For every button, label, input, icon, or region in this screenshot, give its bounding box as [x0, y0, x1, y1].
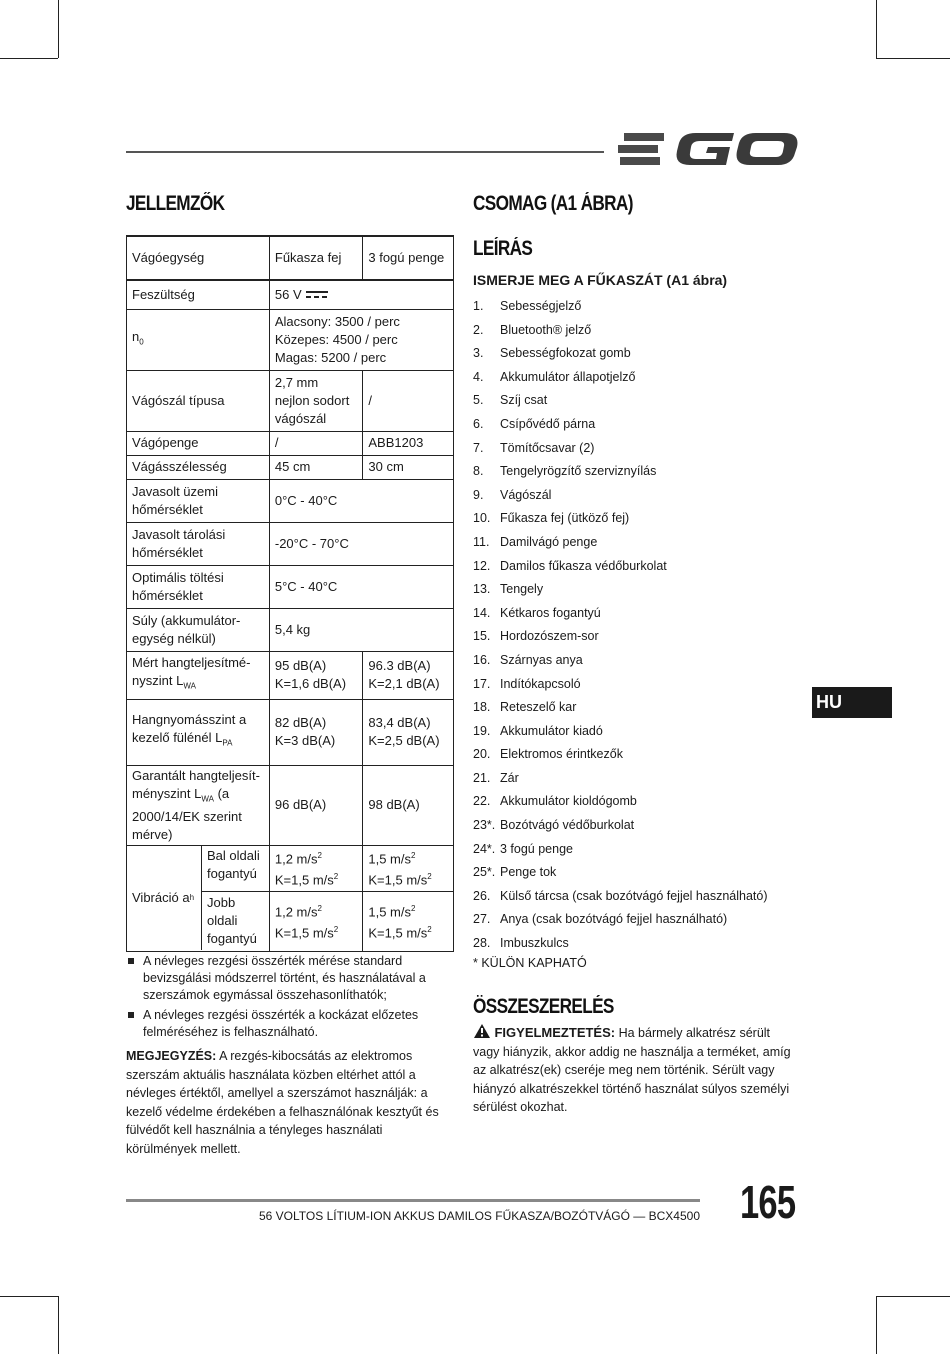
list-item — [473, 438, 813, 462]
table-value-cell — [269, 846, 363, 892]
part-number: 11. — [473, 534, 490, 549]
value-line: 83,4 dB(A) — [368, 715, 431, 730]
table-header-cell: Vágóegység — [127, 236, 270, 280]
part-number: 24*. — [473, 841, 496, 856]
part-label: Fűkasza fej (ütköző fej) — [500, 511, 630, 526]
part-number: 4. — [473, 369, 484, 384]
part-number: 17. — [473, 676, 491, 691]
part-label: Akkumulátor kioldógomb — [500, 794, 637, 809]
crop-mark — [876, 58, 950, 59]
part-label: Zár — [500, 770, 519, 785]
header-rule — [126, 151, 604, 153]
part-number: 7. — [473, 440, 484, 455]
crop-mark — [0, 1296, 58, 1297]
part-number: 2. — [473, 322, 484, 337]
label-text: (a — [213, 785, 230, 801]
label-line: hőmérséklet — [132, 501, 203, 517]
list-item — [473, 650, 813, 674]
subscript: WA — [201, 794, 214, 804]
table-value-cell: -20°C - 70°C — [269, 522, 453, 565]
part-label: Tömítőcsavar (2) — [500, 440, 595, 455]
value-line: K=3 dB(A) — [274, 733, 336, 748]
list-item — [473, 839, 813, 863]
part-label: Elektromos érintkezők — [500, 747, 623, 762]
table-label-cell: Vágószál típusa — [127, 370, 270, 431]
table-value-cell: ABB1203 — [363, 431, 454, 455]
value-line — [368, 921, 448, 942]
sold-separately-note: * KÜLÖN KAPHATÓ — [473, 956, 587, 970]
table-value-cell — [363, 651, 454, 699]
part-label: Szíj csat — [500, 393, 548, 408]
label-line: 2000/14/EK szerint — [132, 809, 242, 825]
part-number: 13. — [473, 582, 491, 597]
part-number: 5. — [473, 393, 484, 408]
table-value-cell — [269, 370, 363, 431]
part-number: 18. — [473, 700, 491, 715]
table-value-cell: / — [269, 431, 363, 455]
part-number: 19. — [473, 723, 491, 738]
value-text: 1,5 m/s — [368, 904, 411, 920]
spec-table — [126, 235, 454, 952]
list-item — [473, 697, 813, 721]
section-heading-package: CSOMAG (A1 ÁBRA) — [473, 192, 633, 215]
table-label-cell — [127, 651, 270, 699]
speed-low: Alacsony: 3500 / perc — [274, 313, 400, 329]
table-label-cell — [127, 309, 270, 370]
part-number: 10. — [473, 511, 491, 526]
value-line — [275, 921, 358, 942]
part-label: Penge tok — [500, 865, 557, 880]
list-item — [473, 886, 813, 910]
part-label: Reteszelő kar — [500, 700, 577, 715]
line-type-l2: nejlon sodort — [274, 392, 350, 408]
bullet-text: A névleges rezgési összérték a kockázat előzetes felméréséhez is felhasználható. — [143, 1008, 419, 1039]
table-label-cell: Vágópenge — [127, 431, 270, 455]
superscript: 2 — [317, 903, 322, 913]
part-label: Külső tárcsa (csak bozótvágó fejjel használható) — [500, 888, 768, 903]
label-text: kezelő fülénél L — [132, 730, 223, 746]
part-label: Kétkaros fogantyú — [500, 605, 601, 620]
part-label: Akkumulátor kiadó — [500, 723, 603, 738]
warning-icon — [473, 1023, 491, 1039]
part-label: Vágószál — [500, 487, 552, 502]
list-item — [473, 508, 813, 532]
part-number: 27. — [473, 912, 491, 927]
label-line — [132, 729, 264, 753]
list-item — [473, 296, 813, 320]
value-line: K=2,1 dB(A) — [368, 676, 440, 691]
list-item — [473, 532, 813, 556]
language-tab: HU — [812, 687, 892, 718]
label-line: egység nélkül) — [132, 630, 216, 646]
part-label: Sebességjelző — [500, 299, 582, 313]
table-value-cell — [363, 846, 454, 892]
superscript: 2 — [427, 925, 432, 935]
list-item — [473, 343, 813, 367]
n0-label: n — [132, 328, 140, 344]
label-text: ményszint L — [132, 785, 202, 801]
table-label-cell — [127, 565, 270, 608]
list-item — [126, 953, 456, 1004]
list-item — [473, 320, 813, 344]
vibration-notes — [126, 953, 456, 1044]
table-label-cell: Vágásszélesség — [127, 455, 270, 479]
superscript: 2 — [427, 872, 432, 882]
list-item — [473, 768, 813, 792]
section-heading-assembly: ÖSSZESZERELÉS — [473, 995, 614, 1018]
left-handle-label — [202, 846, 269, 892]
bullet-icon — [128, 1012, 134, 1018]
value-text: K=1,5 m/s — [274, 925, 334, 941]
vibration-label — [127, 846, 202, 950]
label-line: Jobb — [207, 895, 236, 911]
note-paragraph — [126, 1047, 456, 1158]
value-text: K=1,5 m/s — [368, 872, 428, 888]
warning-label: FIGYELMEZTETÉS: — [494, 1025, 616, 1040]
list-item — [473, 862, 813, 886]
note-label: MEGJEGYZÉS: — [126, 1049, 217, 1063]
part-label: 3 fogú penge — [500, 841, 573, 856]
table-value-cell: 5°C - 40°C — [269, 565, 453, 608]
value-line: K=1,6 dB(A) — [274, 676, 347, 691]
part-label: Tengely — [500, 582, 544, 597]
part-number: 23*. — [473, 818, 496, 833]
part-number: 15. — [473, 629, 491, 644]
crop-mark — [58, 0, 59, 58]
table-value-cell — [363, 699, 454, 765]
crop-mark — [876, 1296, 877, 1354]
crop-mark — [0, 58, 58, 59]
label-line: fogantyú — [207, 866, 257, 882]
part-number: 22. — [473, 794, 491, 809]
list-item — [473, 933, 813, 957]
list-item — [473, 626, 813, 650]
list-item — [473, 461, 813, 485]
subscript: h — [189, 893, 195, 903]
table-label-cell — [127, 608, 270, 651]
superscript: 2 — [411, 851, 416, 861]
value-line — [368, 868, 448, 889]
line-type-l3: vágószál — [274, 410, 327, 426]
table-value-cell: 96 dB(A) — [269, 765, 363, 846]
list-item — [473, 556, 813, 580]
table-value-cell: / — [363, 370, 454, 431]
table-value-cell: 5,4 kg — [269, 608, 453, 651]
list-item — [473, 367, 813, 391]
value-line: 82 dB(A) — [274, 715, 327, 730]
label-line: hőmérséklet — [132, 587, 203, 603]
table-label-cell — [127, 479, 270, 522]
value-text: 1,2 m/s — [274, 904, 318, 920]
part-label: Csípővédő párna — [500, 416, 596, 431]
part-number: 28. — [473, 936, 491, 951]
part-label: Szárnyas anya — [500, 652, 583, 667]
label-line: mérve) — [132, 827, 173, 843]
table-value-cell — [269, 699, 363, 765]
handle-labels — [202, 846, 269, 950]
n0-subscript: 0 — [139, 337, 144, 347]
table-value-cell: 0°C - 40°C — [269, 479, 453, 522]
value-text: K=1,5 m/s — [368, 925, 428, 941]
part-number: 1. — [473, 299, 484, 313]
label-line — [132, 672, 264, 696]
label-line: oldali — [207, 913, 238, 929]
list-item — [473, 791, 813, 815]
dc-symbol-icon — [305, 290, 329, 300]
part-number: 6. — [473, 416, 484, 431]
list-item — [473, 485, 813, 509]
value-text: 1,5 m/s — [368, 851, 411, 867]
label-line: Súly (akkumulátor- — [132, 612, 241, 628]
footer-rule — [126, 1199, 700, 1202]
label-line — [132, 785, 264, 809]
list-item — [473, 414, 813, 438]
part-number: 12. — [473, 558, 491, 573]
part-label: Hordozószem-sor — [500, 629, 599, 644]
section-heading-specs: JELLEMZŐK — [126, 192, 225, 215]
list-item — [473, 603, 813, 627]
part-number: 8. — [473, 464, 484, 479]
table-label-cell — [127, 522, 270, 565]
value-text: 1,2 m/s — [274, 851, 318, 867]
table-label-cell: Feszültség — [127, 280, 270, 309]
table-value-cell — [269, 651, 363, 699]
table-header-cell: Fűkasza fej — [269, 236, 363, 280]
part-label: Damilvágó penge — [500, 534, 598, 549]
part-label: Anya (csak bozótvágó fejjel használható) — [500, 912, 728, 927]
list-item — [126, 1007, 456, 1041]
part-number: 16. — [473, 652, 491, 667]
value-line: 95 dB(A) — [274, 658, 327, 673]
part-label: Bluetooth® jelző — [500, 322, 592, 337]
part-label: Sebességfokozat gomb — [500, 346, 631, 361]
part-label: Akkumulátor állapotjelző — [500, 369, 636, 384]
table-header-cell: 3 fogú penge — [363, 236, 454, 280]
label-line: Mért hangteljesítmé- — [132, 655, 251, 671]
superscript: 2 — [411, 903, 416, 913]
part-label: Damilos fűkasza védőburkolat — [500, 558, 667, 573]
footer-text: 56 VOLTOS LÍTIUM-ION AKKUS DAMILOS FŰKASZA/BOZÓTVÁGÓ — BCX4500 — [258, 1209, 700, 1223]
note-text: A rezgés-kibocsátás az elektromos szerszám aktuális használata közben eltérhet attól a névleges értéktől, amellyel a szerszámot használják: a kezelő védelme érdekében a felhasználónak kesztyűt és fülvédőt kell használnia a tényleges használati körülmények mellett. — [126, 1049, 439, 1156]
bullet-text: A névleges rezgési összérték mérése standard bevizsgálási módszerrel történt, és használatával a szerszámok egymással összehasonlíthatók; — [143, 954, 426, 1002]
value-line — [275, 847, 358, 868]
part-number: 3. — [473, 346, 484, 361]
warning-block — [473, 1023, 793, 1117]
section-heading-description: LEÍRÁS — [473, 237, 533, 260]
list-item — [473, 815, 813, 839]
label-line: hőmérséklet — [132, 544, 203, 560]
table-value-cell: 30 cm — [363, 455, 454, 479]
table-value-cell — [269, 280, 453, 309]
right-handle-label — [202, 892, 269, 950]
crop-mark — [876, 0, 877, 58]
speed-high: Magas: 5200 / perc — [274, 349, 387, 365]
subscript: PA — [222, 738, 233, 748]
list-item — [473, 744, 813, 768]
label-line: Javasolt tárolási — [132, 526, 226, 542]
value-line — [368, 900, 448, 921]
table-label-cell — [127, 765, 270, 846]
list-item — [473, 909, 813, 933]
vibration-cell — [127, 846, 270, 952]
label-line: Bal oldali — [207, 848, 260, 864]
part-number: 21. — [473, 770, 491, 785]
bullet-icon — [128, 958, 134, 964]
label-line: Javasolt üzemi — [132, 483, 218, 499]
list-item — [473, 579, 813, 603]
crop-mark — [876, 1296, 950, 1297]
part-label: Indítókapcsoló — [500, 676, 581, 691]
warning-text: Ha bármely alkatrész sérült vagy hiányzik, akkor addig ne használja a terméket, amíg az alkatrész(ek) cseréje meg nem történik. Sérült vagy hiányzó alkatrészekkel történő használat súlyos személyi sérülést okozhat. — [473, 1026, 791, 1114]
label-text: Vibráció a — [132, 890, 190, 906]
part-number: 9. — [473, 487, 484, 502]
part-label: Bozótvágó védőburkolat — [500, 818, 635, 833]
subscript: WA — [183, 681, 196, 691]
superscript: 2 — [317, 851, 322, 861]
value-line — [275, 900, 358, 921]
line-type-l1: 2,7 mm — [274, 374, 319, 390]
value-line: K=2,5 dB(A) — [368, 733, 440, 748]
table-value-cell: 98 dB(A) — [363, 765, 454, 846]
part-number: 25*. — [473, 865, 496, 880]
page-number: 165 — [740, 1176, 796, 1228]
crop-mark — [58, 1296, 59, 1354]
subheading-know-your-trimmer: ISMERJE MEG A FŰKASZÁT (A1 ábra) — [473, 272, 728, 288]
part-number: 14. — [473, 605, 491, 620]
voltage-value: 56 V — [274, 286, 302, 302]
value-line — [275, 868, 358, 889]
label-line: Garantált hangteljesít- — [132, 767, 260, 783]
table-value-cell: 45 cm — [269, 455, 363, 479]
part-label: Tengelyrögzítő szerviznyílás — [500, 464, 657, 479]
ego-logo — [616, 127, 800, 171]
superscript: 2 — [333, 872, 339, 882]
list-item — [473, 390, 813, 414]
part-label: Imbuszkulcs — [500, 936, 569, 951]
list-item — [473, 721, 813, 745]
table-value-cell — [363, 891, 454, 951]
parts-list — [473, 296, 813, 957]
value-text: K=1,5 m/s — [274, 872, 334, 888]
table-value-cell — [269, 309, 453, 370]
label-text: nyszint L — [132, 673, 184, 689]
value-line — [368, 847, 448, 868]
table-label-cell — [127, 699, 270, 765]
value-line: 96.3 dB(A) — [368, 658, 431, 673]
label-line: Optimális töltési — [132, 569, 224, 585]
list-item — [473, 674, 813, 698]
part-number: 20. — [473, 747, 491, 762]
speed-medium: Közepes: 4500 / perc — [274, 331, 398, 347]
label-line: fogantyú — [207, 931, 257, 947]
part-number: 26. — [473, 888, 491, 903]
label-line: Hangnyomásszint a — [132, 712, 247, 728]
superscript: 2 — [333, 925, 339, 935]
table-value-cell — [269, 891, 363, 951]
